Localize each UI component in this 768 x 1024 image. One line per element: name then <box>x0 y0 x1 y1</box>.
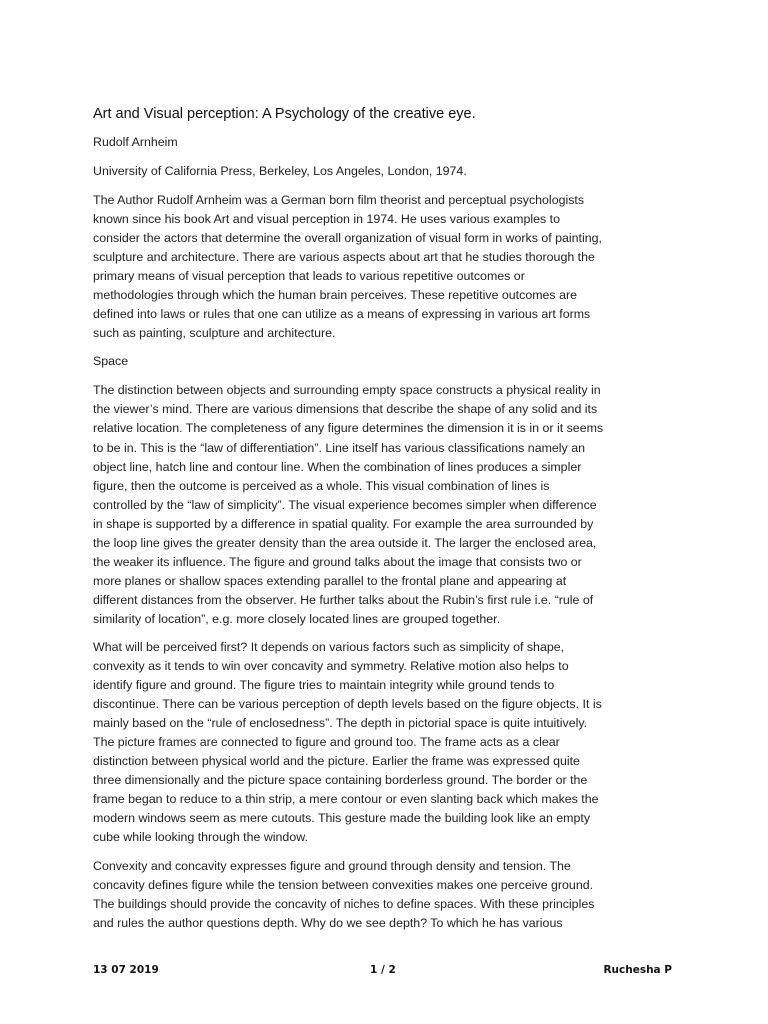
text-line: such as painting, sculpture and architecture. <box>93 326 336 341</box>
section-heading-space: Space <box>93 354 129 369</box>
text-line: the weaker its influence. The figure and ground talks about the image that consists two or <box>93 554 582 569</box>
text-line: consider the actors that determine the overall organization of visual form in works of painting, <box>93 231 602 246</box>
perception-paragraph <box>93 638 683 848</box>
text-line: in shape is supported by a difference in spatial quality. For example the area surrounded by <box>93 516 594 531</box>
text-line: and rules the author questions depth. Why do we see depth? To which he has various <box>93 915 563 930</box>
intro-paragraph <box>93 191 683 343</box>
text-line: sculpture and architecture. There are various aspects about art that he studies thorough the <box>93 250 595 265</box>
document-body <box>93 104 683 942</box>
text-line: defined into laws or rules that one can utilize as a means of expressing in various art forms <box>93 307 591 322</box>
text-line: mainly based on the “rule of enclosedness”. The depth in pictorial space is quite intuitively. <box>93 716 588 731</box>
text-line: controlled by the “law of simplicity”. The visual experience becomes simpler when difference <box>93 497 597 512</box>
text-line: identify figure and ground. The figure tries to maintain integrity while ground tends to <box>93 678 555 693</box>
book-author: Rudolf Arnheim <box>93 135 178 149</box>
text-line: the loop line gives the greater density than the area outside it. The larger the enclosed area, <box>93 535 597 550</box>
text-line: What will be perceived first? It depends on various factors such as simplicity of shape, <box>93 639 565 654</box>
text-line: more planes or shallow spaces extending parallel to the frontal plane and appearing at <box>93 573 567 588</box>
text-line: distinction between physical world and the picture. Earlier the frame was expressed quite <box>93 754 580 769</box>
footer-page-number: 1 / 2 <box>370 964 396 976</box>
text-line: The picture frames are connected to figure and ground too. The frame acts as a clear <box>93 735 560 750</box>
text-line: The buildings should provide the concavity of niches to define spaces. With these principles <box>93 896 595 911</box>
text-line: known since his book Art and visual perception in 1974. He uses various examples to <box>93 212 560 227</box>
text-line: Convexity and concavity expresses figure and ground through density and tension. The <box>93 858 571 873</box>
text-line: the viewer’s mind. There are various dimensions that describe the shape of any solid and its <box>93 402 598 417</box>
text-line: The Author Rudolf Arnheim was a German born film theorist and perceptual psychologists <box>93 193 585 207</box>
text-line: methodologies through which the human brain perceives. These repetitive outcomes are <box>93 288 577 303</box>
text-line: modern windows seem as mere cutouts. This gesture made the building look like an empty <box>93 811 591 826</box>
text-line: three dimensionally and the picture space containing borderless ground. The border or the <box>93 773 588 788</box>
publisher-info: University of California Press, Berkeley, Los Angeles, London, 1974. <box>93 164 467 178</box>
text-line: relative location. The completeness of any figure determines the dimension it is in or it seems <box>93 421 604 436</box>
footer-author: Ruchesha P <box>603 964 672 976</box>
text-line: figure, then the outcome is perceived as a whole. This visual combination of lines is <box>93 478 550 493</box>
text-line: primary means of visual perception that leads to various repetitive outcomes or <box>93 269 525 284</box>
text-line: The distinction between objects and surrounding empty space constructs a physical reality in <box>93 383 601 398</box>
page-footer <box>0 964 768 980</box>
document-title: Art and Visual perception: A Psychology of the creative eye. <box>93 106 476 122</box>
convexity-paragraph <box>93 857 683 933</box>
text-line: convexity as it tends to win over concavity and symmetry. Relative motion also helps to <box>93 659 569 674</box>
text-line: cube while looking through the window. <box>93 830 308 845</box>
text-line: object line, hatch line and contour line. When the combination of lines produces a simpler <box>93 459 582 474</box>
text-line: discontinue. There can be various perception of depth levels based on the figure objects. It is <box>93 697 602 712</box>
footer-date: 13 07 2019 <box>93 964 159 976</box>
space-paragraph <box>93 381 683 629</box>
text-line: similarity of location”, e.g. more closely located lines are grouped together. <box>93 611 501 626</box>
text-line: frame began to reduce to a thin strip, a mere contour or even slanting back which makes the <box>93 792 599 807</box>
text-line: concavity defines figure while the tension between convexities makes one perceive ground. <box>93 877 594 892</box>
text-line: different distances from the observer. He further talks about the Rubin’s first rule i.e. “rule of <box>93 592 594 607</box>
text-line: to be in. This is the “law of differentiation”. Line itself has various classifications namely an <box>93 440 585 455</box>
